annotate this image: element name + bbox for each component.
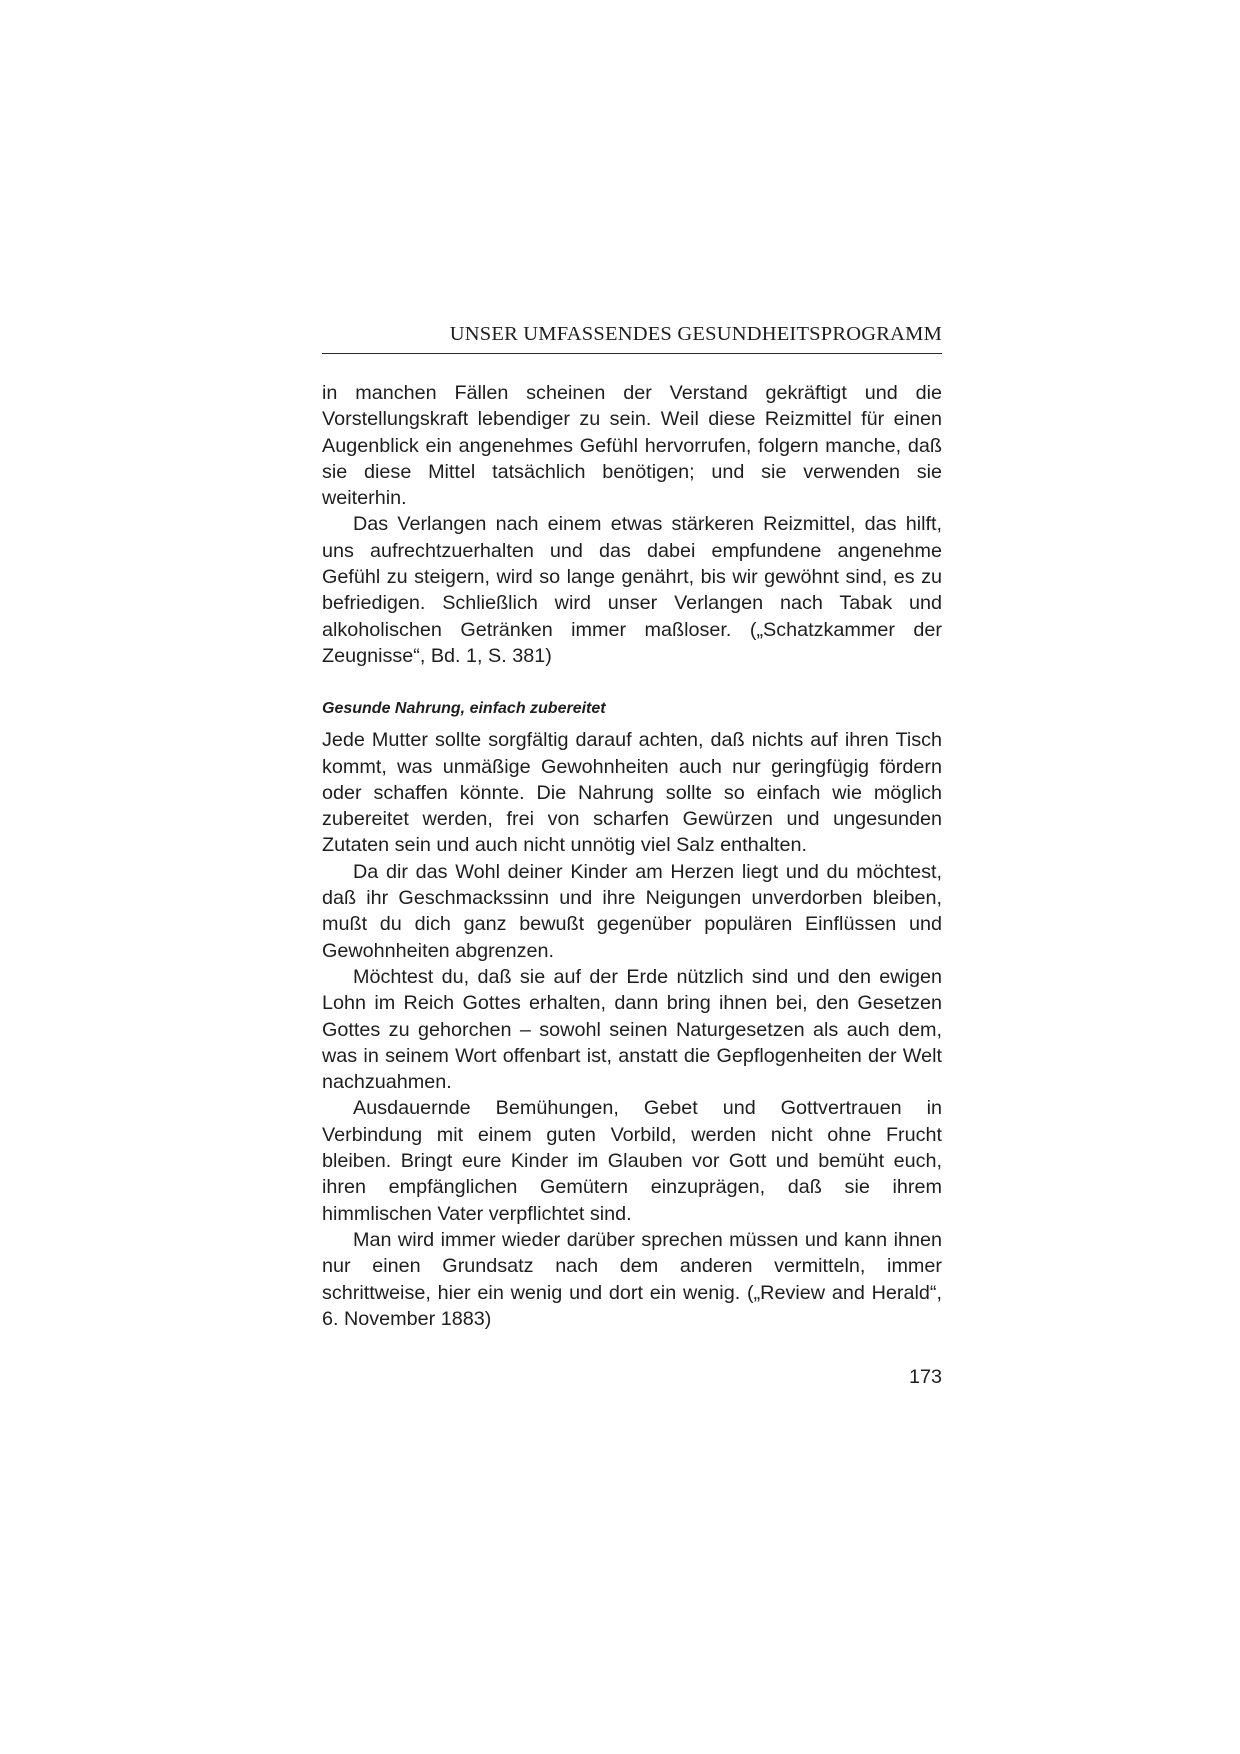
text-column [322, 380, 942, 1332]
running-header: UNSER UMFASSENDES GESUNDHEITSPROGRAMM [449, 323, 942, 345]
section-heading: Gesunde Nahrung, einfach zubereitet [322, 700, 606, 718]
page-number: 173 [908, 1366, 942, 1388]
body-paragraph-2: Das Verlangen nach einem etwas stärkeren Reizmittel, das hilft, uns aufrechtzuerhalten und das dabei empfundene angenehme Gefühl zu steigern, wird so lange genährt, bis wir gewöhnt sind, es zu befriedigen. Schließlich wird unser Verlangen nach Tabak und alkoholischen Getränken immer maßloser. („Schatzkammer der Zeugnisse“, Bd. 1, S. 381) [322, 513, 942, 667]
body-paragraph-3: Jede Mutter sollte sorgfältig darauf achten, daß nichts auf ihren Tisch kommt, was unmäßige Gewohnheiten auch nur geringfügig fördern oder schaffen könnte. Die Nahrung sollte so einfach wie möglich zubereitet werden, frei von scharfen Gewürzen und ungesunden Zutaten sein und auch nicht unnötig viel Salz enthalten. [322, 729, 942, 857]
body-paragraph-7: Man wird immer wieder darüber sprechen müssen und kann ihnen nur einen Grundsatz nach dem anderen vermitteln, immer schrittweise, hier ein wenig und dort ein wenig. („Review and Herald“, 6. November 1883) [322, 1228, 942, 1330]
body-paragraph-6: Ausdauernde Bemühungen, Gebet und Gottvertrauen in Verbindung mit einem guten Vorbild, werden nicht ohne Frucht bleiben. Bringt eure Kinder im Glauben vor Gott und bemüht euch, ihren empfänglichen Gemütern einzuprägen, daß sie ihrem himmlischen Vater verpflichtet sind. [322, 1097, 942, 1225]
body-paragraph-5: Möchtest du, daß sie auf der Erde nützlich sind und den ewigen Lohn im Reich Gottes erhalten, dann bring ihnen bei, den Gesetzen Gottes zu gehorchen – sowohl seinen Naturgesetzen als auch dem, was in seinem Wort offenbart ist, anstatt die Gepflogenheiten der Welt nachzuahmen. [322, 965, 942, 1094]
body-paragraph-4: Da dir das Wohl deiner Kinder am Herzen liegt und du möchtest, daß ihr Geschmackssinn und ihre Neigungen unverdorben bleiben, mußt du dich ganz bewußt gegenüber populären Einflüssen und Gewohnheiten abgrenzen. [322, 860, 942, 962]
body-paragraph-1: in manchen Fällen scheinen der Verstand gekräftigt und die Vorstellungskraft lebendiger zu sein. Weil diese Reizmittel für einen Augenblick ein angenehmes Gefühl hervorrufen, folgern manche, daß sie diese Mittel tatsächlich benötigen; und sie verwenden sie weiterhin. [322, 382, 942, 510]
header-rule [322, 353, 942, 354]
